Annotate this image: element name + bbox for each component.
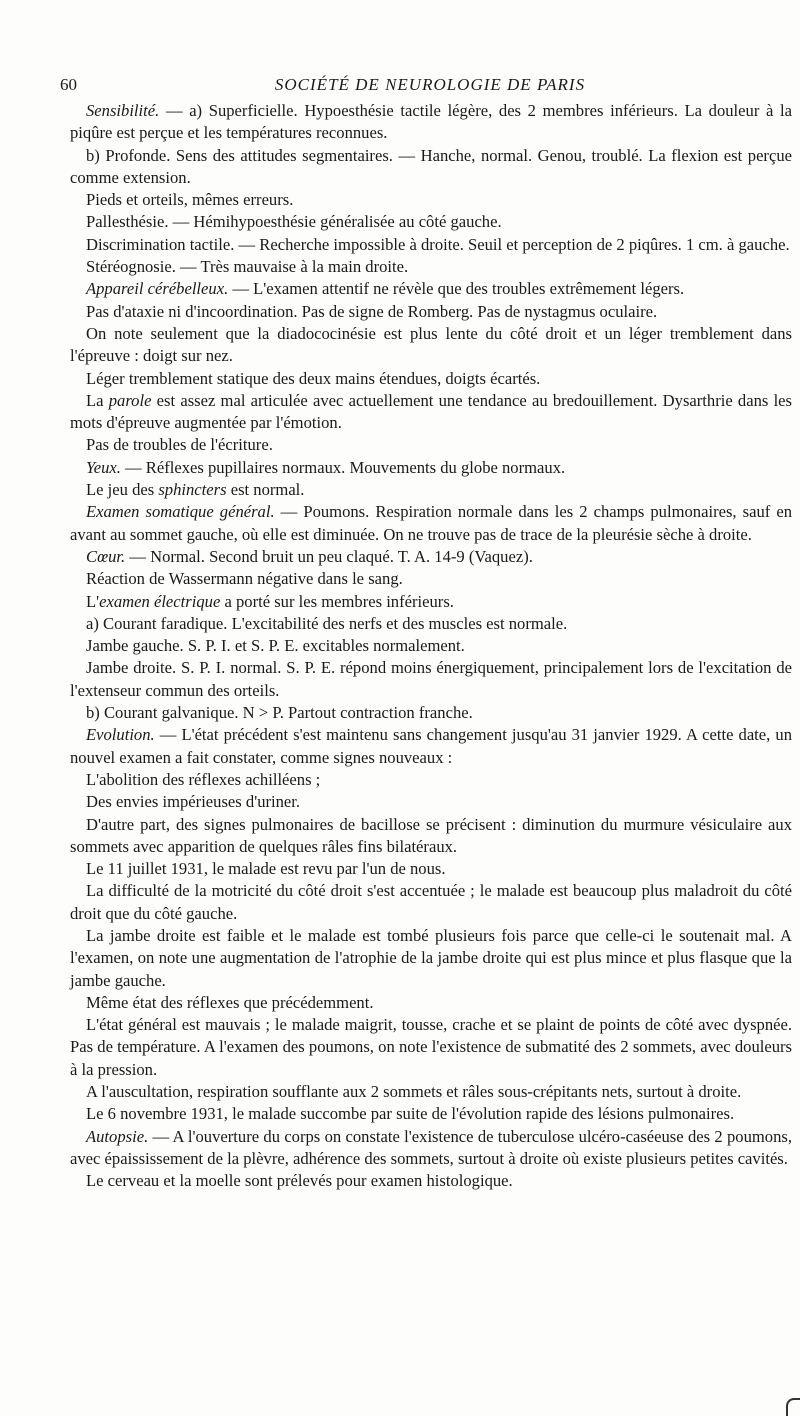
paragraph: [70, 457, 792, 479]
paragraph-text: — Normal. Second bruit un peu claqué. T. A. 14-9 (Vaquez).: [125, 546, 533, 566]
paragraph-lead: Sensibilité.: [86, 101, 160, 120]
paragraph-text: — a) Superficielle. Hypoesthésie tactile légère, des 2 membres inférieurs. La douleur à la piqûre est perçue et les températures reconnues.: [70, 101, 792, 143]
page-number: 60: [60, 75, 77, 94]
paragraph-text: Jambe droite. S. P. I. normal. S. P. E. répond moins énergiquement, principalement lors de l'excitation de l'extenseur commun des orteils.: [70, 658, 792, 700]
paragraph: [70, 769, 792, 791]
paragraph-emphasis: examen électrique: [99, 591, 221, 611]
paragraph: [70, 211, 792, 233]
paragraph-text: L'abolition des réflexes achilléens ;: [86, 769, 321, 789]
paragraph: [70, 591, 792, 613]
paragraph: [70, 1103, 792, 1125]
paragraph: [70, 613, 792, 635]
paragraph-text: — Poumons. Respiration normale dans les 2 champs pulmonaires, sauf en avant au sommet gauche, où elle est diminuée. On ne trouve pas de trace de la pleurésie sèche à droite.: [70, 502, 792, 544]
paragraph-text: On note seulement que la diadococinésie est plus lente du côté droit et un léger tremblement dans l'épreuve : doigt sur nez.: [70, 323, 792, 366]
paragraph: [70, 657, 792, 702]
paragraph: [70, 880, 792, 925]
paragraph-text: Le 11 juillet 1931, le malade est revu par l'un de nous.: [86, 859, 446, 879]
paragraph-text: Le jeu des: [86, 480, 159, 500]
margin-mark: [786, 1398, 800, 1416]
paragraph: [70, 702, 792, 724]
paragraph: [70, 323, 792, 368]
paragraph: [70, 100, 792, 145]
paragraph-text: est normal.: [226, 480, 305, 500]
paragraph: [70, 501, 792, 546]
paragraph-text: La difficulté de la motricité du côté droit s'est accentuée ; le malade est beaucoup plus maladroit du côté droit que du côté gauche.: [70, 881, 792, 923]
paragraph-text: Pas d'ataxie ni d'incoordination. Pas de signe de Romberg. Pas de nystagmus oculaire.: [86, 301, 658, 321]
paragraph-lead: Evolution.: [86, 725, 155, 745]
paragraph-text: b) Profonde. Sens des attitudes segmentaires. — Hanche, normal. Genou, troublé. La flexion est perçue comme extension.: [70, 145, 792, 187]
paragraph: [70, 278, 792, 300]
paragraph-text: Pieds et orteils, mêmes erreurs.: [86, 190, 294, 210]
paragraph-text: Stéréognosie. — Très mauvaise à la main droite.: [86, 257, 409, 277]
paragraph: [70, 1170, 792, 1192]
paragraph-text: a) Courant faradique. L'excitabilité des nerfs et des muscles est normale.: [86, 613, 568, 633]
paragraph-text: Discrimination tactile. — Recherche impossible à droite. Seuil et perception de 2 piqûres. 1 cm. à gauche.: [86, 234, 790, 254]
paragraph-text: L'état général est mauvais ; le malade maigrit, tousse, crache et se plaint de points de côté avec dyspnée. Pas de température. A l'examen des poumons, on note l'existence de submatité des 2 sommets, avec douleurs à la pression.: [70, 1015, 792, 1079]
paragraph-text: — A l'ouverture du corps on constate l'existence de tuberculose ulcéro-caséeuse des 2 poumons, avec épaississement de la plèvre, adhérence des sommets, surtout à droite où existe plusieurs petites cavités.: [70, 1126, 792, 1168]
paragraph: [70, 546, 792, 568]
paragraph: [70, 992, 792, 1014]
body-text: [70, 100, 792, 1193]
paragraph: [70, 925, 792, 992]
paragraph-text: Même état des réflexes que précédemment.: [86, 992, 374, 1012]
running-title: SOCIÉTÉ DE NEUROLOGIE DE PARIS: [274, 75, 586, 94]
paragraph-emphasis: sphincters: [158, 480, 227, 500]
page-header: [60, 72, 800, 98]
paragraph: [70, 1081, 792, 1103]
paragraph-text: Léger tremblement statique des deux mains étendues, doigts écartés.: [86, 368, 541, 388]
paragraph-text: b) Courant galvanique. N > P. Partout contraction franche.: [86, 703, 473, 723]
paragraph: [70, 390, 792, 435]
paragraph-lead: Yeux.: [86, 457, 121, 477]
paragraph-text: Réaction de Wassermann négative dans le sang.: [86, 569, 403, 589]
paragraph-text: Le 6 novembre 1931, le malade succombe par suite de l'évolution rapide des lésions pulmonaires.: [86, 1104, 735, 1124]
paragraph-text: Jambe gauche. S. P. I. et S. P. E. excitables normalement.: [86, 636, 465, 656]
paragraph-lead: Autopsie.: [86, 1126, 149, 1146]
paragraph: [70, 434, 792, 456]
paragraph-text: Pallesthésie. — Hémihypoesthésie généralisée au côté gauche.: [86, 212, 502, 232]
paragraph-text: Le cerveau et la moelle sont prélevés pour examen histologique.: [86, 1171, 513, 1191]
paragraph: [70, 234, 792, 256]
paragraph-text: a porté sur les membres inférieurs.: [220, 591, 454, 611]
paragraph-text: est assez mal articulée avec actuellement une tendance au bredouillement. Dysarthrie dans les mots d'épreuve augmentée par l'émotion.: [70, 390, 792, 433]
paragraph-lead: Appareil cérébelleux.: [86, 279, 229, 299]
paragraph-text: D'autre part, des signes pulmonaires de bacillose se précisent : diminution du murmure vésiculaire aux sommets avec apparition de quelques râles fins bilatéraux.: [70, 814, 792, 856]
paragraph-text: — Réflexes pupillaires normaux. Mouvements du globe normaux.: [120, 457, 566, 477]
paragraph-text: A l'auscultation, respiration soufflante aux 2 sommets et râles sous-crépitants nets, surtout à droite.: [86, 1082, 742, 1102]
paragraph: [70, 256, 792, 278]
paragraph: [70, 145, 792, 190]
paragraph: [70, 724, 792, 769]
paragraph: [70, 1014, 792, 1081]
paragraph: [70, 368, 792, 390]
paragraph-text: Des envies impérieuses d'uriner.: [86, 792, 301, 812]
paragraph-text: — L'état précédent s'est maintenu sans changement jusqu'au 31 janvier 1929. A cette date, un nouvel examen a fait constater, comme signes nouveaux :: [70, 725, 792, 767]
paragraph: [70, 189, 792, 211]
paragraph: [70, 1126, 792, 1171]
paragraph-text: La: [86, 390, 109, 410]
paragraph: [70, 568, 792, 590]
paragraph: [70, 301, 792, 323]
paragraph: [70, 791, 792, 813]
paragraph-text: L': [86, 591, 100, 611]
paragraph: [70, 858, 792, 880]
paragraph-lead: Examen somatique général.: [86, 502, 275, 522]
paragraph-lead: Cœur.: [86, 546, 126, 566]
paragraph: [70, 814, 792, 859]
paragraph-text: Pas de troubles de l'écriture.: [86, 435, 273, 455]
paragraph: [70, 479, 792, 501]
paragraph-text: La jambe droite est faible et le malade est tombé plusieurs fois parce que celle-ci le soutenait mal. A l'examen, on note une augmentation de l'atrophie de la jambe droite qui est plus mince et plus flasque que la jambe gauche.: [70, 925, 792, 990]
paragraph: [70, 635, 792, 657]
paragraph-text: — L'examen attentif ne révèle que des troubles extrêmement légers.: [228, 279, 685, 299]
paragraph-emphasis: parole: [108, 390, 152, 410]
